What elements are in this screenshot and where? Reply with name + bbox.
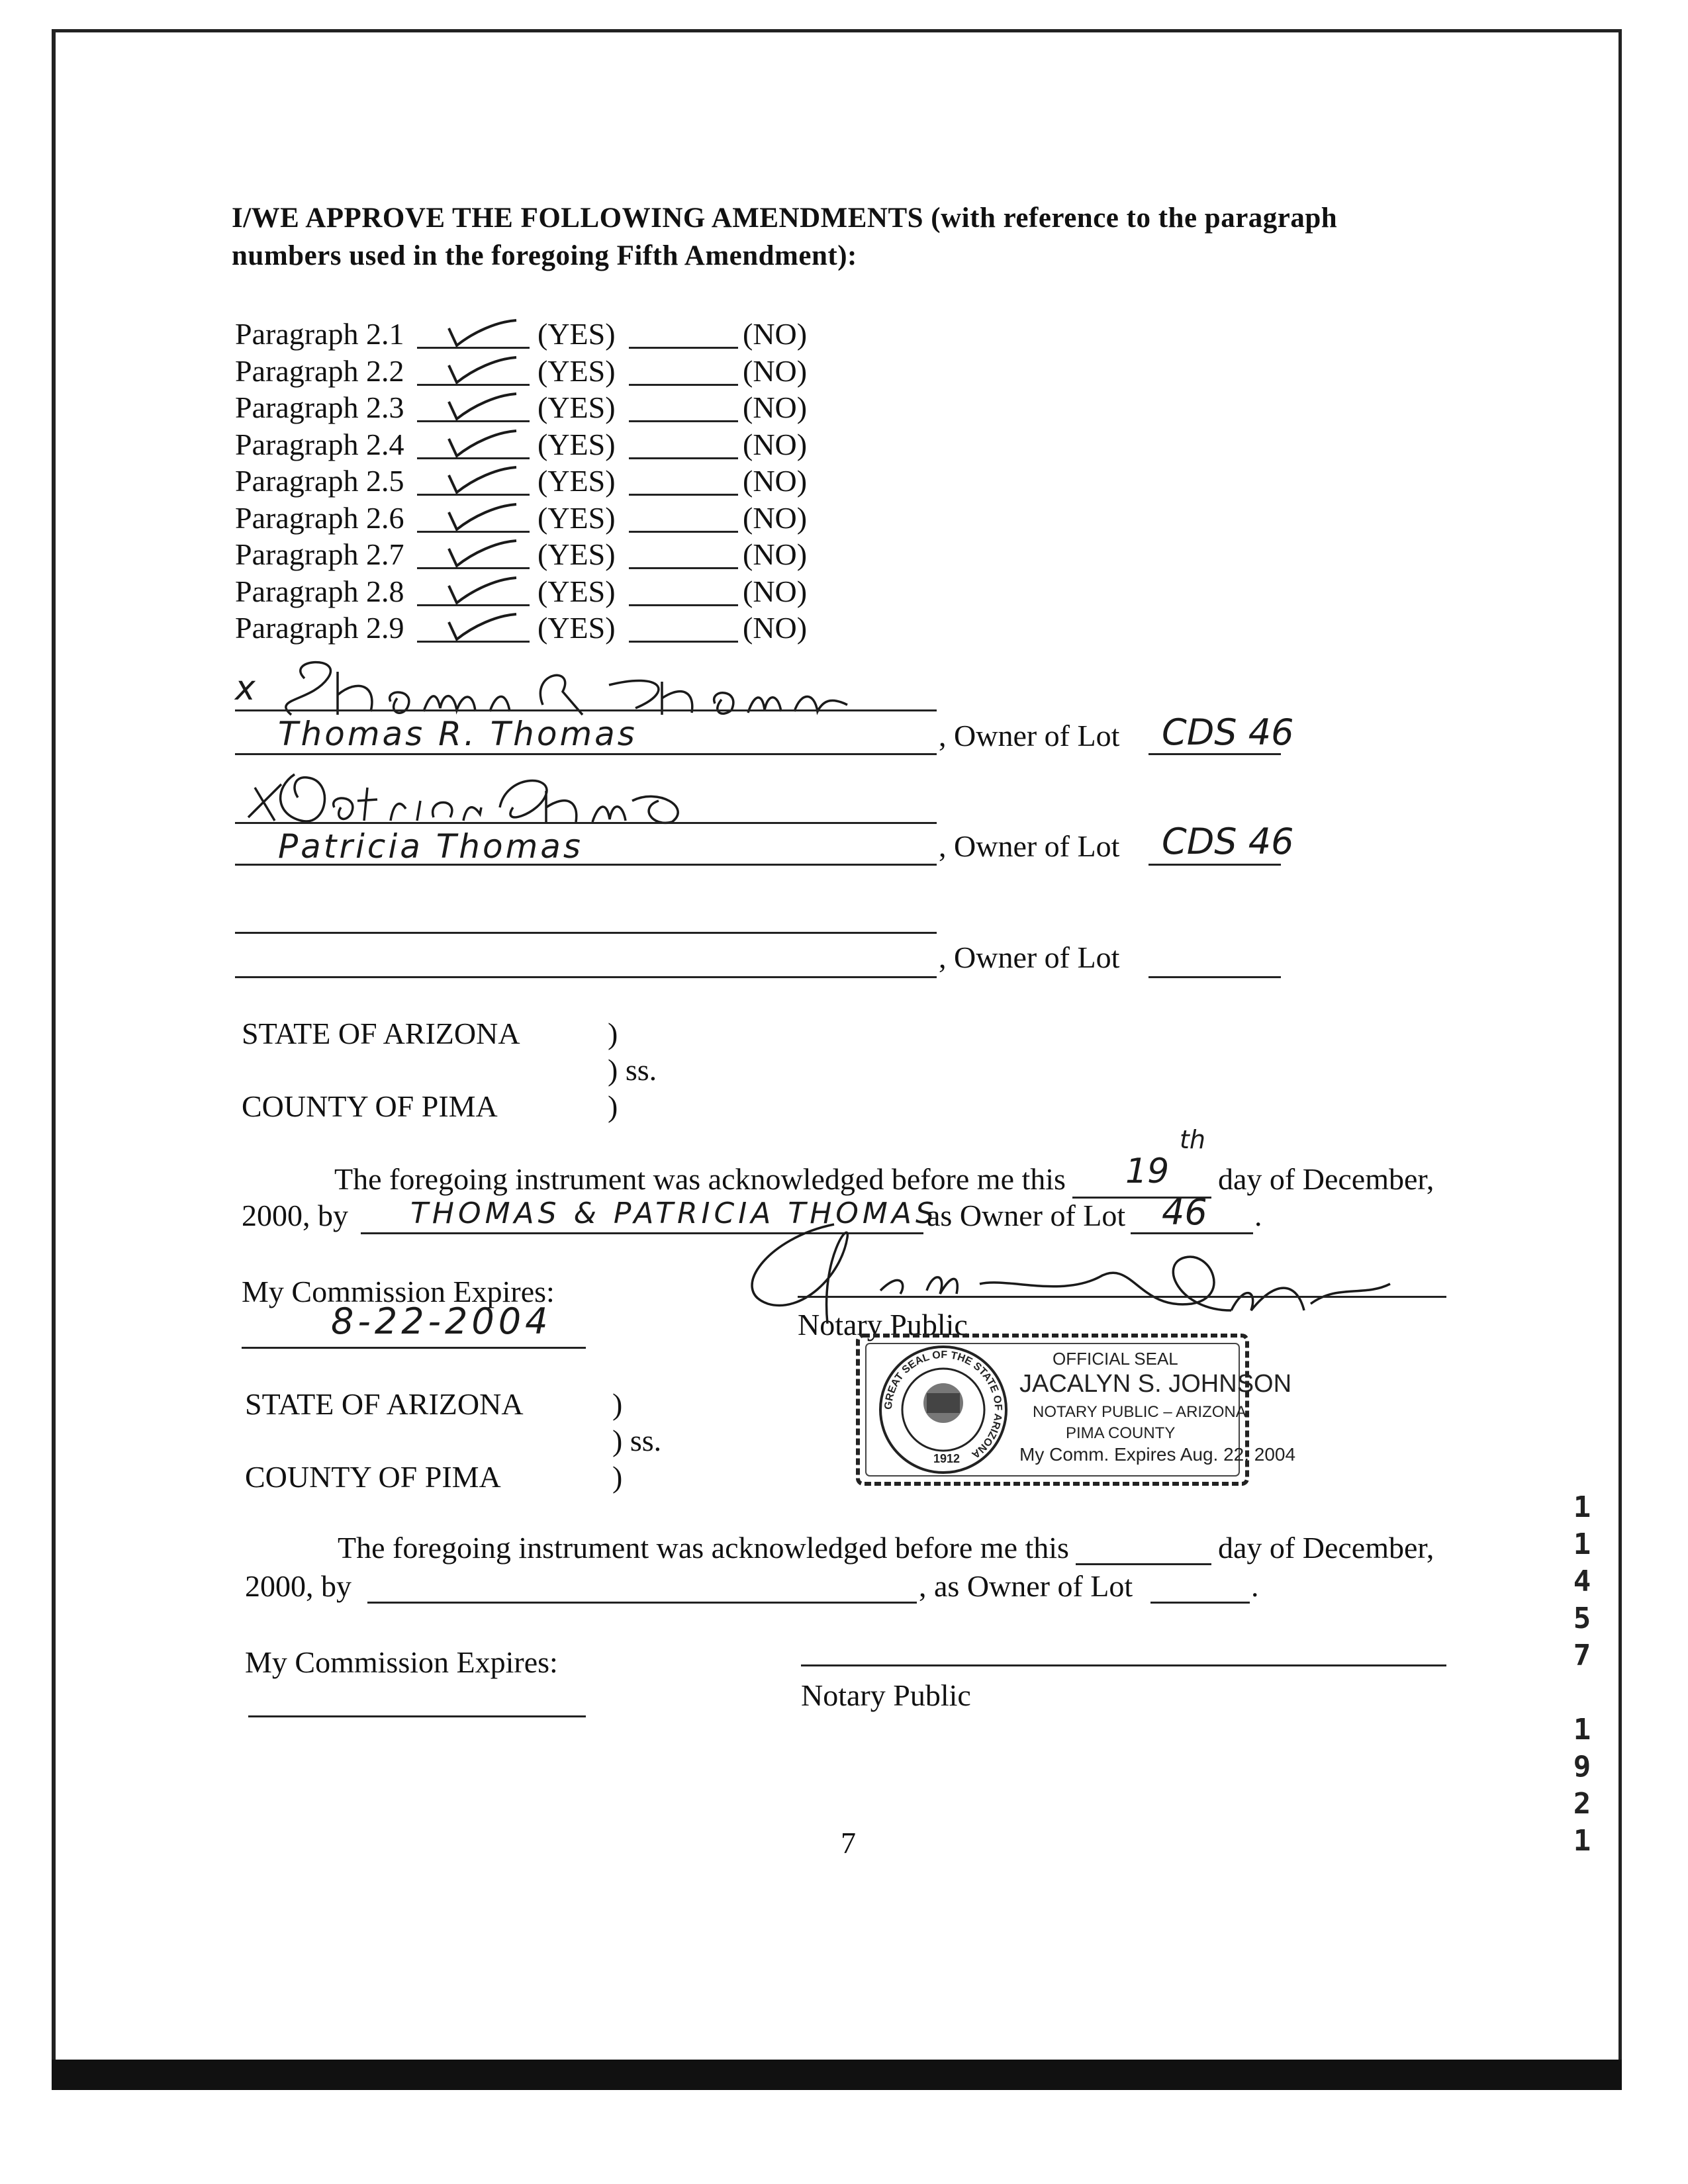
ack-2-by-line: [367, 1602, 917, 1604]
owner-2-lot-line: [1149, 864, 1281, 866]
venue-1-county: COUNTY OF PIMA: [242, 1089, 498, 1123]
ack-2-text-4: , as Owner of Lot: [919, 1569, 1133, 1603]
no-label: (NO): [743, 501, 808, 535]
no-label: (NO): [743, 464, 808, 498]
ack-1-text-1: The foregoing instrument was acknowledged before me this: [334, 1162, 1066, 1196]
stamp-gap: [1562, 1674, 1602, 1711]
owner-1-lot-number: CDS 46: [1162, 711, 1294, 753]
yes-label: (YES): [538, 390, 616, 424]
no-line: [629, 384, 738, 386]
yes-label: (YES): [538, 574, 616, 608]
venue-2-paren-2: ): [612, 1460, 623, 1494]
seal-year: 1912: [933, 1452, 961, 1465]
owner-1-name-line: [235, 753, 937, 755]
commission-2-label: My Commission Expires:: [245, 1645, 558, 1679]
header-line-1: I/WE APPROVE THE FOLLOWING AMENDMENTS (with reference to the paragraph: [232, 203, 1338, 234]
stamp-char: 1: [1573, 1527, 1591, 1561]
ack-1-text-4: as Owner of Lot: [927, 1199, 1126, 1232]
no-line: [629, 604, 738, 606]
seal-line-2: PIMA COUNTY: [1066, 1424, 1176, 1442]
check-mark-icon: [437, 461, 530, 497]
check-mark-icon: [437, 424, 530, 461]
paragraph-label: Paragraph 2.8: [235, 574, 404, 608]
yes-label: (YES): [538, 354, 616, 388]
paragraph-label: Paragraph 2.9: [235, 611, 404, 645]
seal-title: OFFICIAL SEAL: [1053, 1349, 1178, 1369]
ack-2-lot-line: [1150, 1602, 1250, 1604]
paragraph-label: Paragraph 2.4: [235, 428, 404, 461]
venue-1-ss: ) ss.: [608, 1053, 657, 1087]
ack-2-text-1: The foregoing instrument was acknowledged before me this: [338, 1531, 1069, 1565]
no-line: [629, 641, 738, 643]
venue-1-paren-1: ): [608, 1017, 618, 1050]
notary-2-line: [801, 1664, 1446, 1666]
stamp-char: 1: [1573, 1490, 1591, 1524]
seal-ring-text: GREAT SEAL OF THE STATE OF ARIZONA: [882, 1349, 1004, 1461]
owner-3-name-line: [235, 976, 937, 978]
scan-edge-bar: [52, 2060, 1622, 2090]
ack-1-text-3: 2000, by: [242, 1199, 348, 1232]
stamp-char: 4: [1573, 1565, 1591, 1598]
paragraph-label: Paragraph 2.1: [235, 317, 404, 351]
no-line: [629, 494, 738, 496]
ack-1-by-names: THOMAS & PATRICIA THOMAS: [410, 1197, 938, 1230]
paragraph-label: Paragraph 2.3: [235, 390, 404, 424]
paragraph-label: Paragraph 2.6: [235, 501, 404, 535]
no-line: [629, 420, 738, 422]
venue-1-state: STATE OF ARIZONA: [242, 1017, 520, 1050]
recording-stamp: [1562, 1489, 1602, 1860]
owner-2-signature-line: [235, 822, 937, 824]
paragraph-label: Paragraph 2.5: [235, 464, 404, 498]
owner-1-signature-line: [235, 709, 937, 711]
venue-2-county: COUNTY OF PIMA: [245, 1460, 501, 1494]
ack-2-period: .: [1251, 1569, 1259, 1603]
commission-1-date: 8-22-2004: [331, 1300, 552, 1342]
no-label: (NO): [743, 354, 808, 388]
notary-2-label: Notary Public: [801, 1678, 971, 1712]
notary-1-line: [798, 1296, 1446, 1298]
signature-thomas: [265, 652, 861, 725]
paragraph-label: Paragraph 2.7: [235, 537, 404, 571]
check-mark-icon: [437, 351, 530, 387]
yes-label: (YES): [538, 611, 616, 645]
stamp-char: 9: [1573, 1750, 1591, 1784]
owner-1-printed-name: Thomas R. Thomas: [278, 715, 637, 753]
ack-2-day-line: [1076, 1563, 1211, 1565]
ack-1-period: .: [1254, 1199, 1262, 1232]
venue-2-ss: ) ss.: [612, 1424, 662, 1457]
check-mark-icon: [437, 534, 530, 570]
stamp-char: 2: [1573, 1787, 1591, 1821]
no-label: (NO): [743, 537, 808, 571]
owner-3-lot-line: [1149, 976, 1281, 978]
owner-1-lot-line: [1149, 753, 1281, 755]
check-mark-icon: [437, 571, 530, 608]
no-label: (NO): [743, 574, 808, 608]
stamp-char: 1: [1573, 1824, 1591, 1858]
owner-2-name-line: [235, 864, 937, 866]
ack-2-text-3: 2000, by: [245, 1569, 352, 1603]
owner-2-printed-name: Patricia Thomas: [278, 827, 583, 866]
ack-1-lot: 46: [1162, 1191, 1207, 1233]
yes-label: (YES): [538, 464, 616, 498]
page-number: 7: [841, 1826, 856, 1860]
no-line: [629, 347, 738, 349]
notary-seal: [854, 1330, 1296, 1489]
stamp-char: 7: [1573, 1639, 1591, 1672]
seal-line-1: NOTARY PUBLIC – ARIZONA: [1033, 1403, 1246, 1421]
commission-2-line: [248, 1715, 586, 1717]
seal-notary-name: JACALYN S. JOHNSON: [1019, 1370, 1292, 1398]
check-mark-icon: [437, 314, 530, 350]
owner-2-lot-label: , Owner of Lot: [939, 829, 1120, 863]
header-line-2: numbers used in the foregoing Fifth Amendment):: [232, 240, 857, 271]
no-line: [629, 457, 738, 459]
owner-3-lot-label: , Owner of Lot: [939, 940, 1120, 974]
notary-1-label: Notary Public: [798, 1308, 968, 1342]
check-mark-icon: [437, 387, 530, 424]
seal-line-3: My Comm. Expires Aug. 22, 2004: [1019, 1444, 1296, 1465]
check-mark-icon: [437, 608, 530, 644]
check-mark-icon: [437, 498, 530, 534]
stamp-char: 1: [1573, 1713, 1591, 1747]
no-label: (NO): [743, 317, 808, 351]
no-label: (NO): [743, 611, 808, 645]
signature-mark-x: x: [235, 668, 256, 708]
yes-label: (YES): [538, 428, 616, 461]
ack-1-day: 19: [1125, 1152, 1170, 1191]
owner-2-lot-number: CDS 46: [1162, 821, 1294, 862]
yes-label: (YES): [538, 537, 616, 571]
yes-label: (YES): [538, 501, 616, 535]
owner-3-signature-line: [235, 932, 937, 934]
stamp-char: 5: [1573, 1602, 1591, 1635]
owner-1-lot-label: , Owner of Lot: [939, 719, 1120, 752]
venue-2-state: STATE OF ARIZONA: [245, 1387, 524, 1421]
ack-2-text-2: day of December,: [1218, 1531, 1434, 1565]
paragraph-label: Paragraph 2.2: [235, 354, 404, 388]
no-label: (NO): [743, 390, 808, 424]
ack-1-text-2: day of December,: [1218, 1162, 1434, 1196]
ack-1-day-suffix: th: [1180, 1125, 1205, 1154]
no-line: [629, 531, 738, 533]
commission-1-label: My Commission Expires:: [242, 1275, 555, 1308]
commission-1-line: [242, 1347, 586, 1349]
venue-1-paren-2: ): [608, 1089, 618, 1123]
yes-label: (YES): [538, 317, 616, 351]
no-line: [629, 567, 738, 569]
venue-2-paren-1: ): [612, 1387, 623, 1421]
no-label: (NO): [743, 428, 808, 461]
